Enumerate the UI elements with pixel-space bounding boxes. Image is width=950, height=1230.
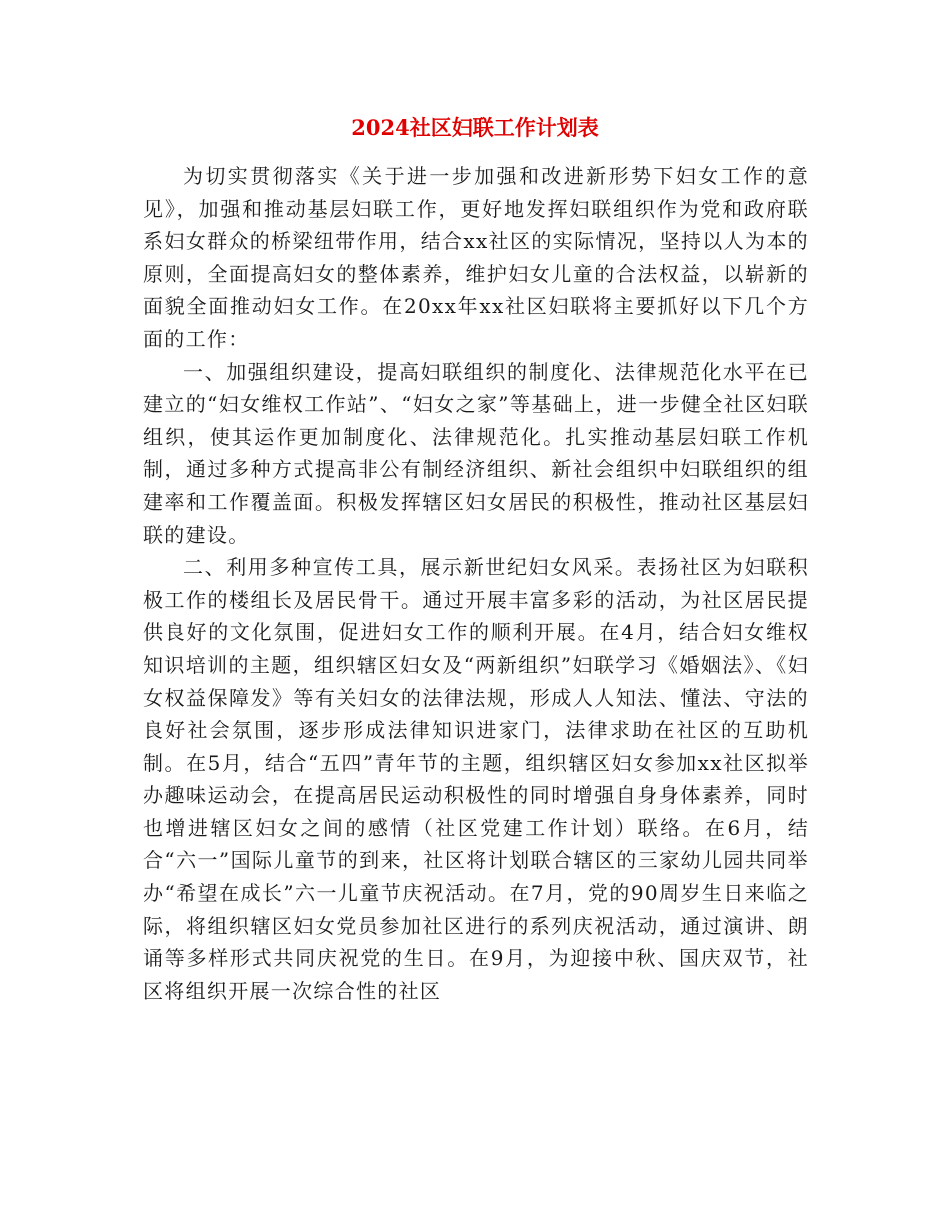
paragraph-intro: 为切实贯彻落实《关于进一步加强和改进新形势下妇女工作的意见》，加强和推动基层妇联工作，更好地发挥妇联组织作为党和政府联系妇女群众的桥梁纽带作用，结合xx社区的实际情况，坚持以人为本的原则，全面提高妇女的整体素养，维护妇女儿童的合法权益，以崭新的面貌全面推动妇女工作。在20xx年xx社区妇联将主要抓好以下几个方面的工作：: [143, 164, 809, 351]
document-body: [143, 160, 809, 1007]
document-title: 2024社区妇联工作计划表: [351, 115, 599, 140]
paragraph-section-1: 一、加强组织建设，提高妇联组织的制度化、法律规范化水平在已建立的“妇女维权工作站”、“妇女之家”等基础上，进一步健全社区妇联组织，使其运作更加制度化、法律规范化。扎实推动基层妇联工作机制，通过多种方式提高非公有制经济组织、新社会组织中妇联组织的组建率和工作覆盖面。积极发挥辖区妇女居民的积极性，推动社区基层妇联的建设。: [143, 359, 809, 547]
paragraph-section-2: 二、利用多种宣传工具，展示新世纪妇女风采。表扬社区为妇联积极工作的楼组长及居民骨干。通过开展丰富多彩的活动，为社区居民提供良好的文化氛围，促进妇女工作的顺利开展。在4月，结合妇女维权知识培训的主题，组织辖区妇女及“两新组织”妇联学习《婚姻法》、《妇女权益保障发》等有关妇女的法律法规，形成人人知法、懂法、守法的良好社会氛围，逐步形成法律知识进家门，法律求助在社区的互助机制。在5月，结合“五四”青年节的主题，组织辖区妇女参加xx社区拟举办趣味运动会，在提高居民运动积极性的同时增强自身身体素养，同时也增进辖区妇女之间的感情（社区党建工作计划）联络。在6月，结合“六一”国际儿童节的到来，社区将计划联合辖区的三家幼儿园共同举办“希望在成长”六一儿童节庆祝活动。在7月，党的90周岁生日来临之际，将组织辖区妇女党员参加社区进行的系列庆祝活动，通过演讲、朗诵等多样形式共同庆祝党的生日。在9月，为迎接中秋、国庆双节，社区将组织开展一次综合性的社区: [143, 555, 809, 1003]
